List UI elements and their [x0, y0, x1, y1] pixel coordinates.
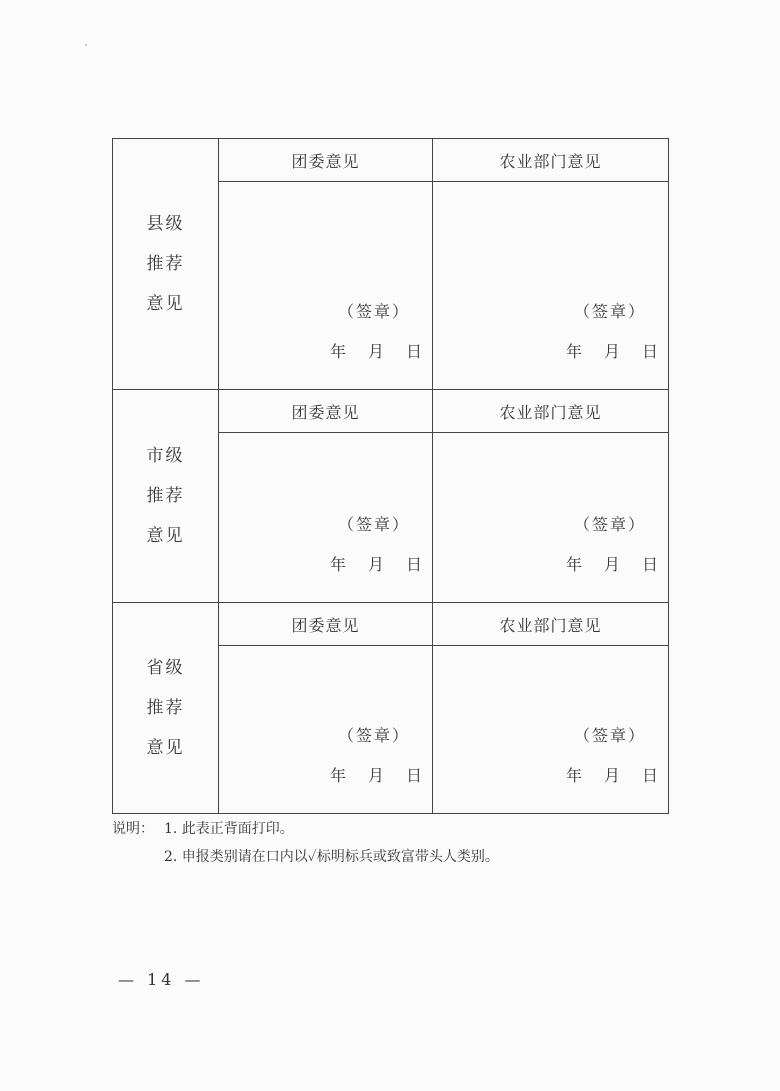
- date-line: 年 月 日: [565, 555, 658, 574]
- city-agriculture-opinion-cell[interactable]: [433, 433, 669, 603]
- province-agriculture-header: 农业部门意见: [433, 603, 669, 646]
- city-level-label: 市级 推荐 意见: [113, 390, 219, 603]
- seal-label: （签章）: [337, 726, 410, 745]
- county-youth-league-opinion-cell[interactable]: [219, 182, 433, 390]
- county-agriculture-header: 农业部门意见: [433, 139, 669, 182]
- province-youth-league-opinion-cell[interactable]: [219, 646, 433, 814]
- scan-speck: [85, 44, 87, 46]
- county-youth-league-header: 团委意见: [219, 139, 433, 182]
- city-agriculture-header: 农业部门意见: [433, 390, 669, 433]
- page-number: — 14 —: [118, 970, 205, 989]
- seal-label: （签章）: [573, 302, 646, 321]
- seal-label: （签章）: [337, 302, 410, 321]
- note-line-2: 2. 申报类别请在口内以✓标明标兵或致富带头人类别。: [164, 849, 499, 865]
- recommendation-form-table: [112, 138, 669, 814]
- notes-prefix: 说明：: [112, 821, 154, 837]
- city-youth-league-opinion-cell[interactable]: [219, 433, 433, 603]
- seal-label: （签章）: [337, 515, 410, 534]
- county-level-label: 县级 推荐 意见: [113, 139, 219, 390]
- seal-label: （签章）: [573, 515, 646, 534]
- date-line: 年 月 日: [565, 342, 658, 361]
- date-line: 年 月 日: [329, 766, 422, 785]
- province-level-label: 省级 推荐 意见: [113, 603, 219, 814]
- note-line-1: 说明： 1. 此表正背面打印。: [112, 815, 499, 843]
- county-header-row: [113, 139, 669, 182]
- date-line: 年 月 日: [565, 766, 658, 785]
- city-youth-league-header: 团委意见: [219, 390, 433, 433]
- province-agriculture-opinion-cell[interactable]: [433, 646, 669, 814]
- county-agriculture-opinion-cell[interactable]: [433, 182, 669, 390]
- date-line: 年 月 日: [329, 555, 422, 574]
- province-youth-league-header: 团委意见: [219, 603, 433, 646]
- date-line: 年 月 日: [329, 342, 422, 361]
- city-header-row: [113, 390, 669, 433]
- seal-label: （签章）: [573, 726, 646, 745]
- form-notes: [112, 815, 499, 871]
- province-header-row: [113, 603, 669, 646]
